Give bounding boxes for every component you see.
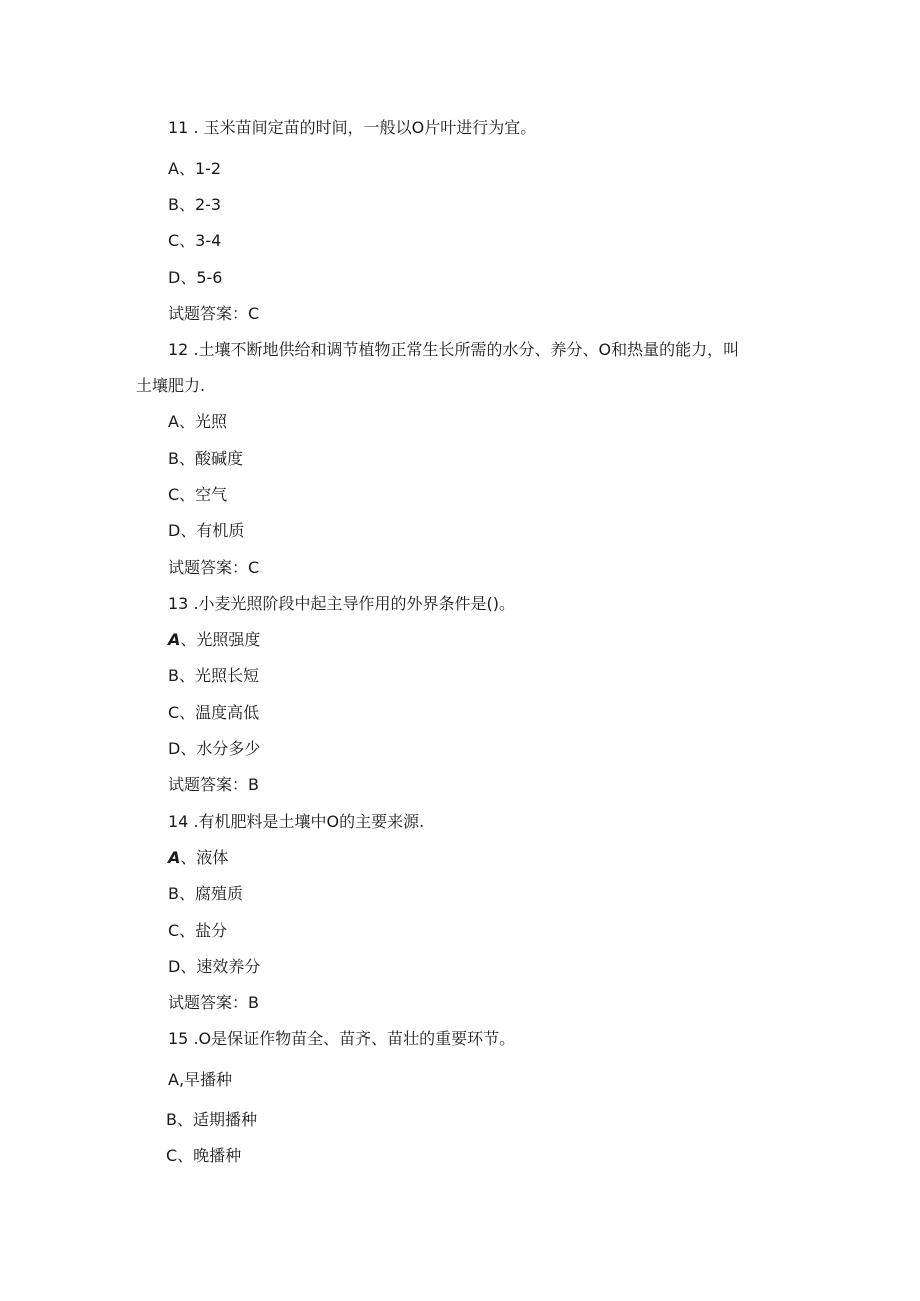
option-letter: A <box>168 848 181 867</box>
question-15-option-b: B、适期播种 <box>166 1110 257 1129</box>
question-13-option-a <box>168 630 260 650</box>
question-12-option-a: A、光照 <box>168 412 227 431</box>
question-14-stem: 14 .有机肥料是土壤中O的主要来源. <box>168 812 425 831</box>
question-13-answer: 试题答案：B <box>168 775 259 794</box>
question-11-option-c: C、3-4 <box>168 231 222 250</box>
question-12-stem-line1: 12 .土壤不断地供给和调节植物正常生长所需的水分、养分、O和热量的能力，叫 <box>168 340 740 359</box>
question-13-option-c: C、温度高低 <box>168 703 260 722</box>
question-15-option-c: C、晚播种 <box>166 1146 242 1165</box>
question-14-option-c: C、盐分 <box>168 921 228 940</box>
question-12-answer: 试题答案：C <box>168 558 260 577</box>
question-12-stem-line2: 土壤肥力. <box>136 376 206 395</box>
question-13-stem: 13 .小麦光照阶段中起主导作用的外界条件是()。 <box>168 594 516 613</box>
question-13-option-b: B、光照长短 <box>168 666 259 685</box>
question-14-option-b: B、腐殖质 <box>168 884 243 903</box>
question-12-option-b: B、酸碱度 <box>168 449 243 468</box>
question-15-option-a: A,早播种 <box>168 1070 233 1089</box>
question-11-option-a: A、1-2 <box>168 159 222 178</box>
question-15-stem: 15 .O是保证作物苗全、苗齐、苗壮的重要环节。 <box>168 1029 516 1048</box>
question-11-option-d: D、5-6 <box>168 268 223 287</box>
question-12-option-c: C、空气 <box>168 485 228 504</box>
option-text: 、液体 <box>180 848 229 867</box>
question-11-option-b: B、2-3 <box>168 195 222 214</box>
question-14-answer: 试题答案：B <box>168 993 259 1012</box>
option-text: 、光照强度 <box>180 630 261 649</box>
option-letter: A <box>168 630 181 649</box>
question-12-option-d: D、有机质 <box>168 521 245 540</box>
question-13-option-d: D、水分多少 <box>168 739 261 758</box>
question-11-stem: 11 . 玉米苗间定苗的时间，一般以O片叶进行为宜。 <box>168 118 537 137</box>
question-14-option-a <box>168 848 228 868</box>
question-14-option-d: D、速效养分 <box>168 957 261 976</box>
question-11-answer: 试题答案：C <box>168 304 260 323</box>
